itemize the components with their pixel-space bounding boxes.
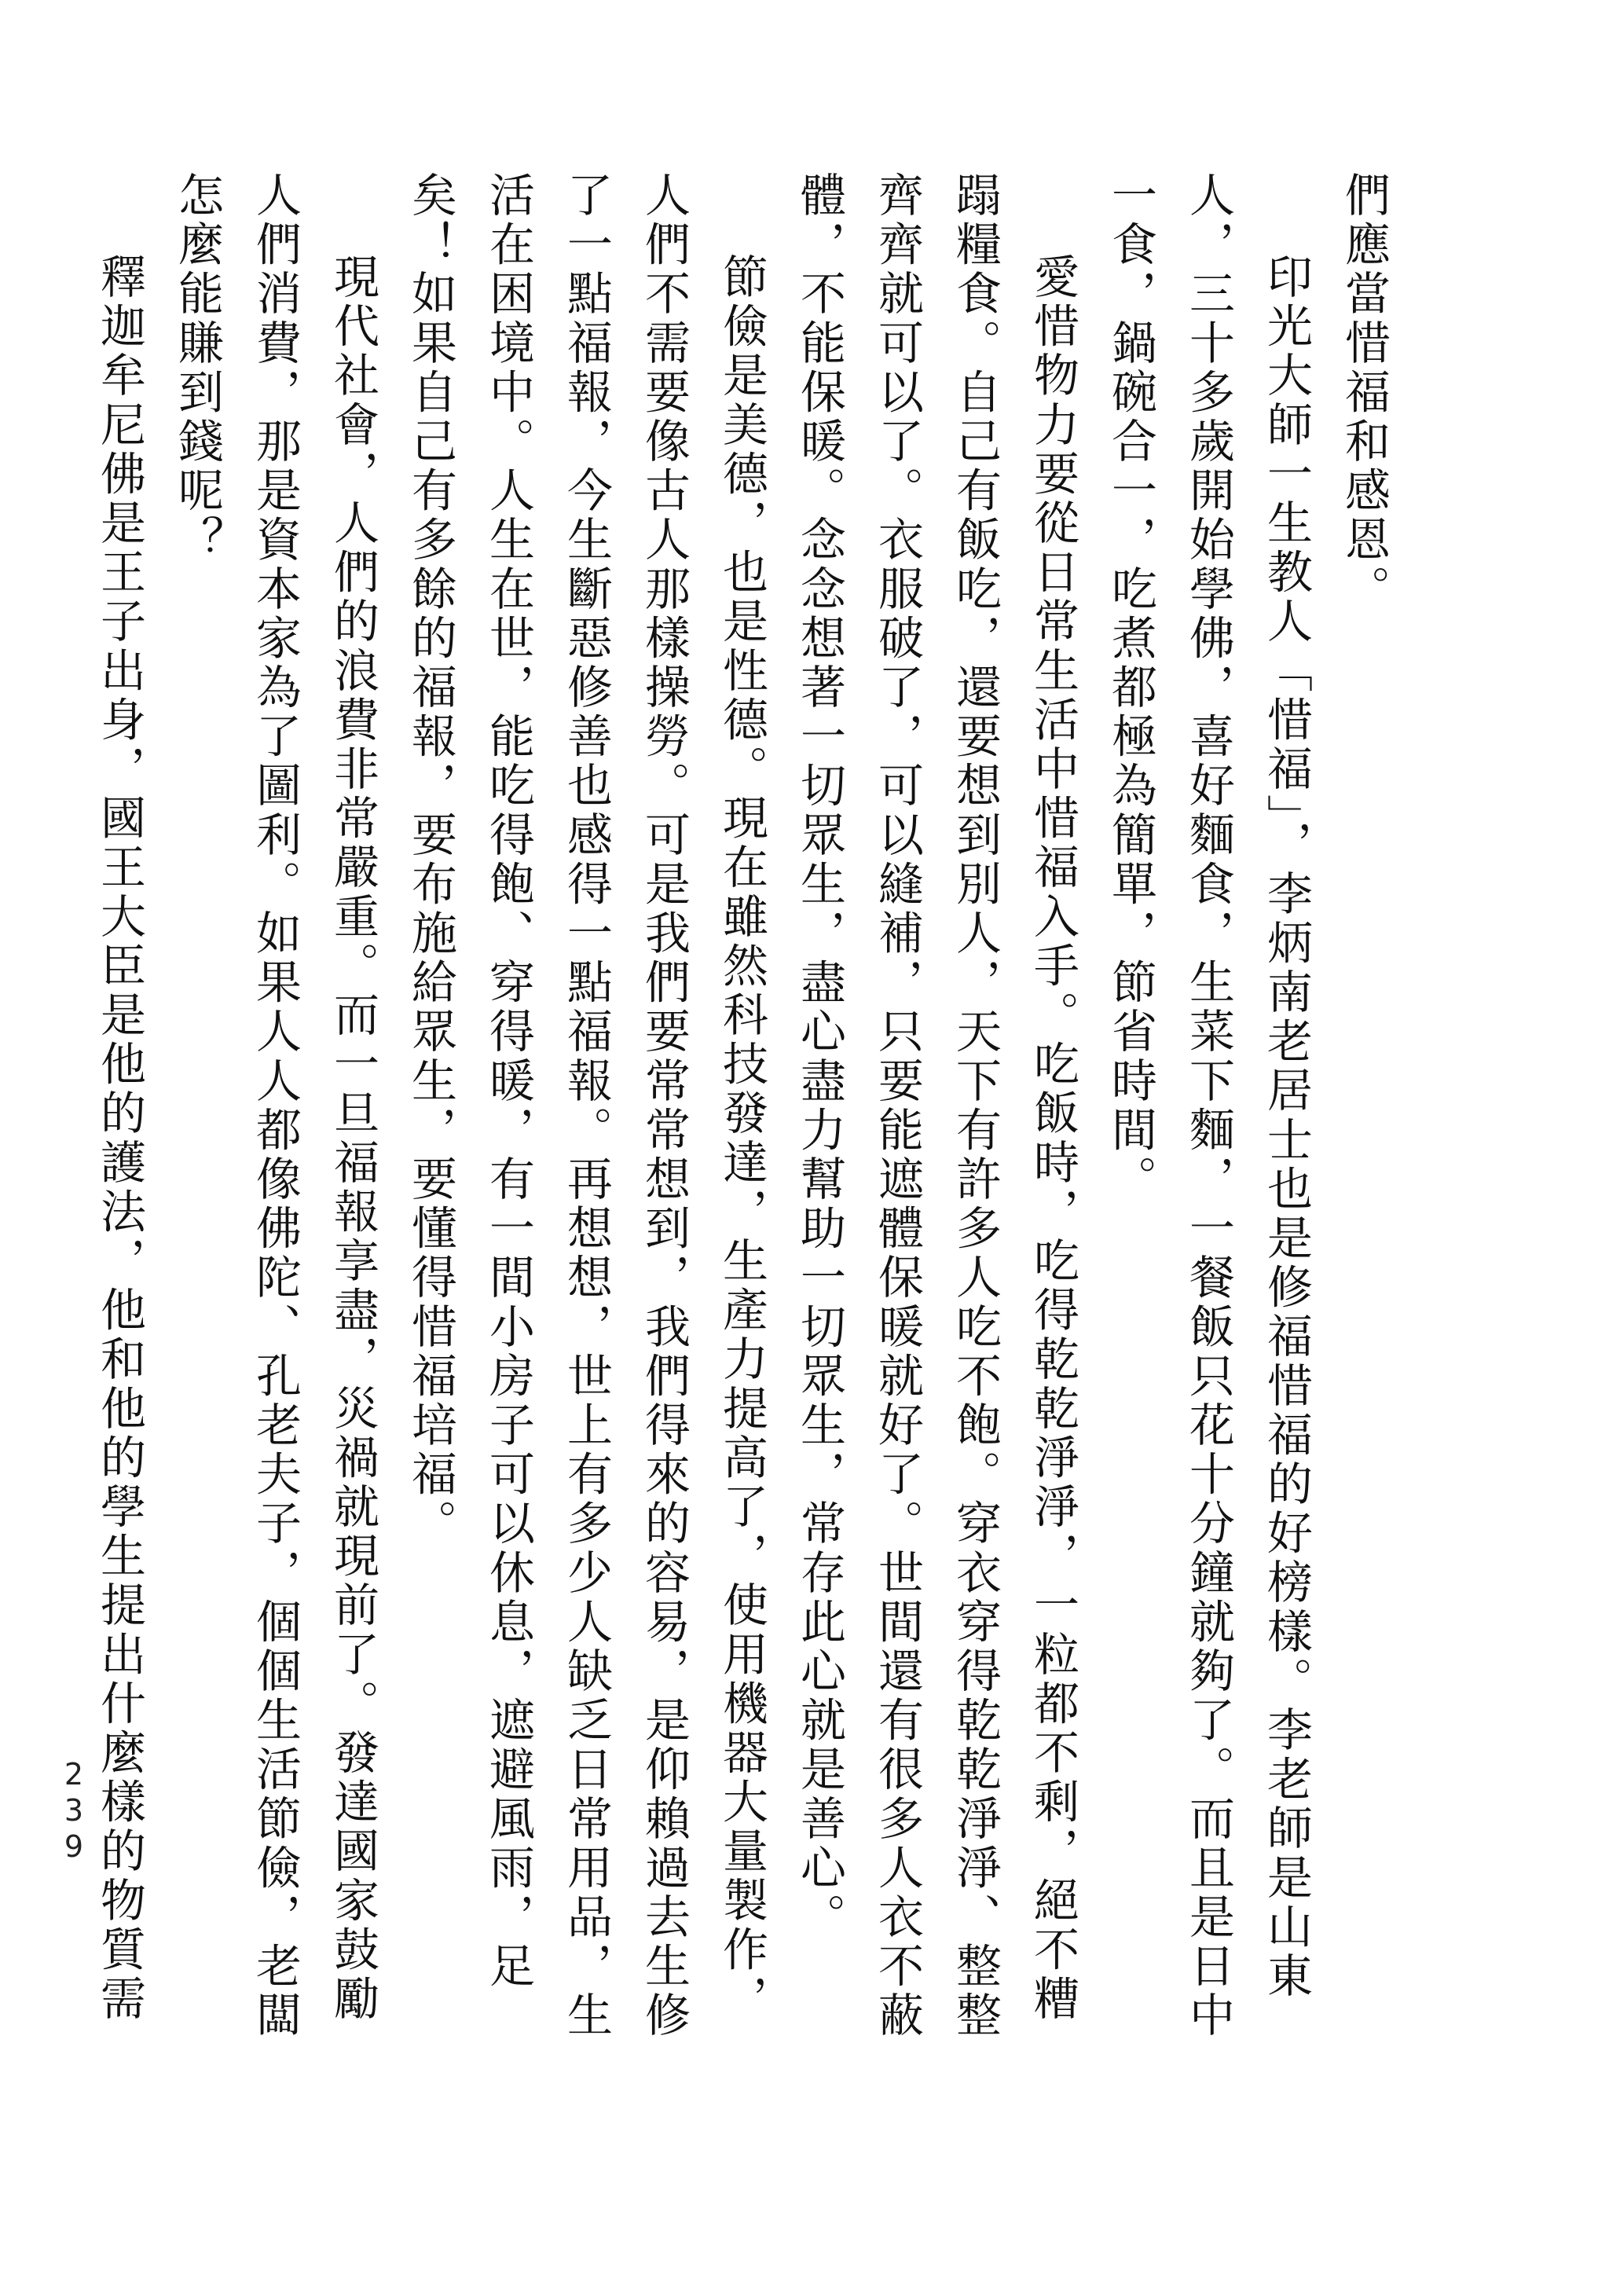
text-column: 活在困境中。人生在世，能吃得飽、穿得暖，有一間小房子可以休息，遮避風雨，足: [482, 171, 535, 1992]
text-column: 人，三十多歲開始學佛，喜好麵食，生菜下麵，一餐飯只花十分鐘就夠了。而且是日中: [1182, 171, 1235, 2041]
text-column: 怎麼能賺到錢呢？: [170, 171, 224, 565]
text-column: 體，不能保暖。念念想著一切眾生，盡心盡力幫助一切眾生，常存此心就是善心。: [793, 171, 846, 1942]
text-column: 印光大師一生教人「惜福」，李炳南老居士也是修福惜福的好榜樣。李老師是山東: [1259, 253, 1313, 2001]
text-column: 節儉是美德，也是性德。現在雖然科技發達，生產力提高了，使用機器大量製作，: [715, 253, 768, 2024]
text-column: 齊齊就可以了。衣服破了，可以縫補，只要能遮體保暖就好了。世間還有很多人衣不蔽: [870, 171, 924, 2041]
text-column: 們應當惜福和感恩。: [1337, 171, 1391, 614]
text-column: 人們消費，那是資本家為了圖利。如果人人都像佛陀、孔老夫子，個個生活節儉，老闆: [248, 171, 302, 2041]
text-column: 人們不需要像古人那樣操勞。可是我們要常常想到，我們得來的容易，是仰賴過去生修: [637, 171, 691, 2041]
text-column: 蹋糧食。自己有飯吃，還要想到別人，天下有許多人吃不飽。穿衣穿得乾乾淨淨、整整: [948, 171, 1002, 2041]
text-column: 矣！如果自己有多餘的福報，要布施給眾生，要懂得惜福培福。: [404, 171, 457, 1549]
text-column: 了一點福報，今生斷惡修善也感得一點福報。再想想，世上有多少人缺乏日常用品，生: [559, 171, 613, 2041]
text-column: 愛惜物力要從日常生活中惜福入手。吃飯時，吃得乾乾淨淨，一粒都不剩，絕不糟: [1026, 253, 1079, 2024]
text-column: 現代社會，人們的浪費非常嚴重。而一旦福報享盡，災禍就現前了。發達國家鼓勵: [326, 253, 379, 2024]
text-column: 釋迦牟尼佛是王子出身，國王大臣是他的護法，他和他的學生提出什麼樣的物質需: [93, 253, 146, 2024]
page-number: 239: [57, 1757, 91, 1865]
text-column: 一食，鍋碗合一，吃煮都極為簡單，節省時間。: [1104, 171, 1157, 1205]
